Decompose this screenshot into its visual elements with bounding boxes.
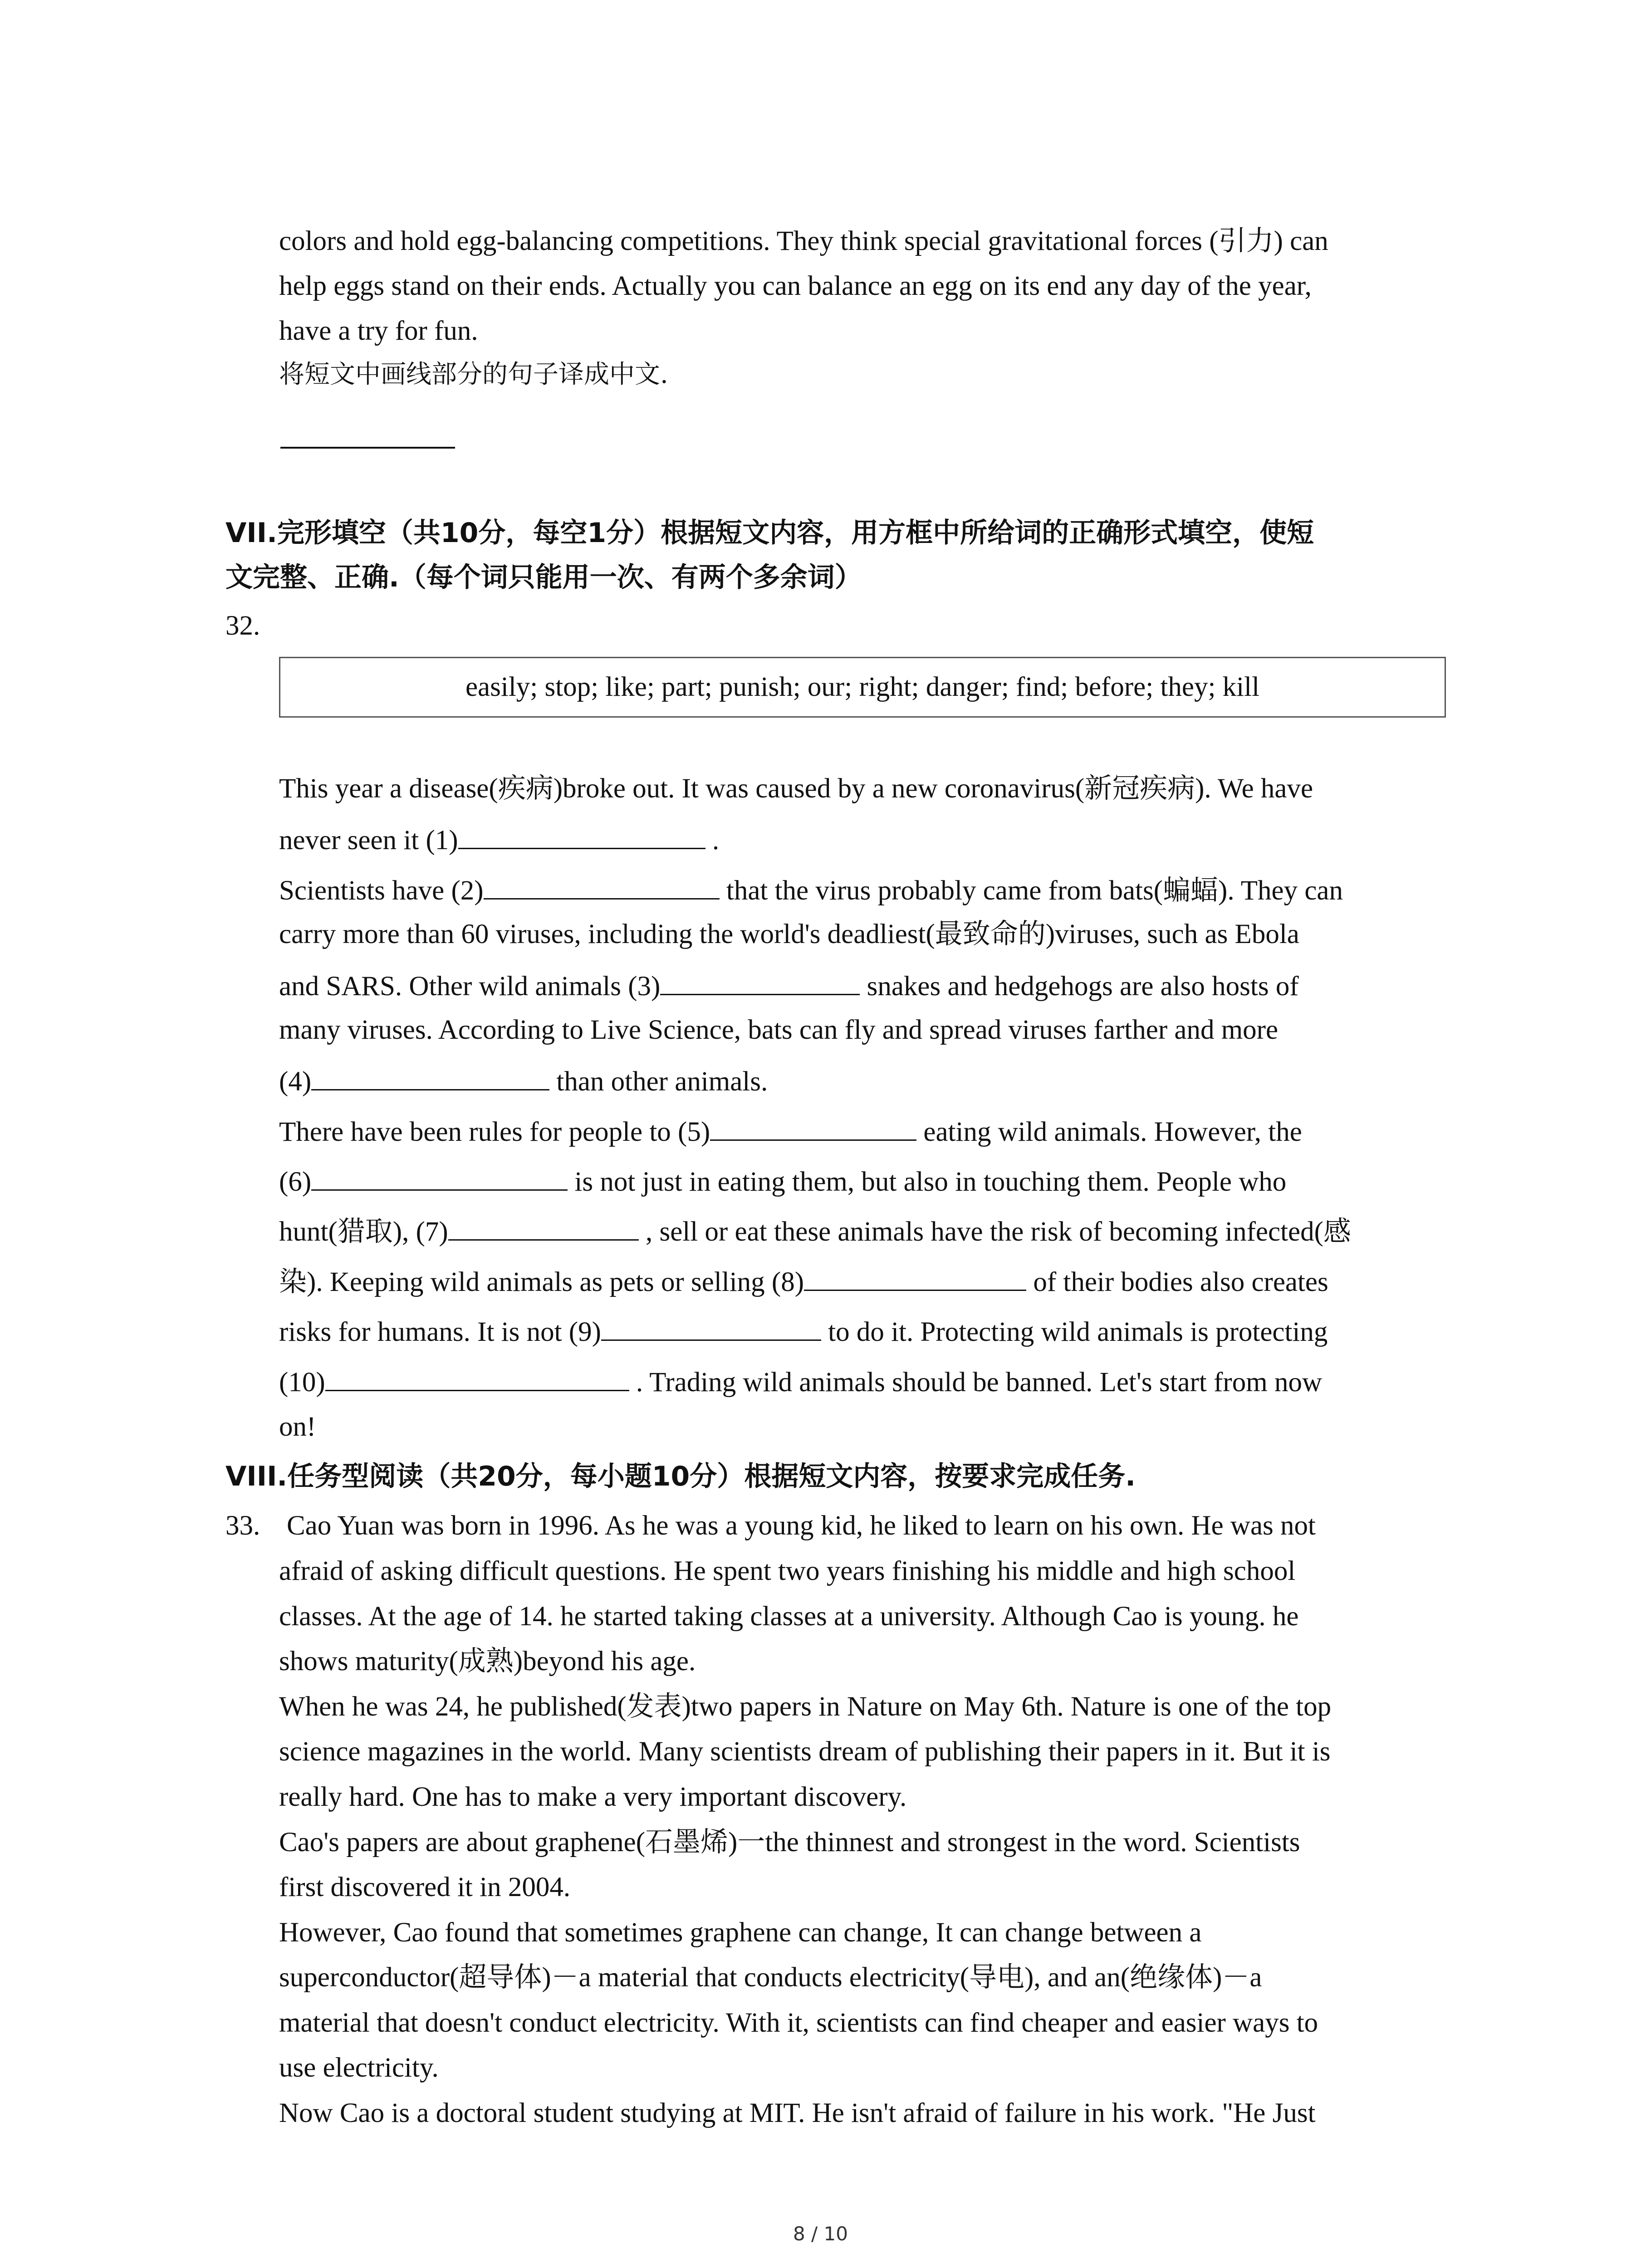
answer-blank-10[interactable]	[325, 1363, 629, 1391]
cloze-line: (4) than other animals.	[279, 1062, 768, 1100]
passage-line: material that doesn't conduct electricity. With it, scientists can find cheaper and easier ways to	[279, 2008, 1318, 2038]
answer-blank-2[interactable]	[484, 871, 720, 899]
passage-line: use electricity.	[279, 2053, 439, 2083]
cloze-line: and SARS. Other wild animals (3) snakes and hedgehogs are also hosts of	[279, 967, 1299, 1005]
answer-blank-9[interactable]	[601, 1312, 821, 1341]
passage-line: However, Cao found that sometimes graphene can change, It can change between a	[279, 1917, 1202, 1948]
cloze-line: 染). Keeping wild animals as pets or selling (8) of their bodies also creates	[279, 1262, 1328, 1300]
cloze-line: risks for humans. It is not (9) to do it. Protecting wild animals is protecting	[279, 1312, 1327, 1350]
answer-blank-8[interactable]	[804, 1262, 1026, 1291]
page-number: 8 / 10	[793, 2223, 848, 2245]
passage-line: classes. At the age of 14. he started taking classes at a university. Although Cao is young. he	[279, 1601, 1299, 1632]
passage-line: first discovered it in 2004.	[279, 1872, 571, 1902]
cloze-line: (10) . Trading wild animals should be banned. Let's start from now	[279, 1363, 1322, 1401]
passage-line: Cao's papers are about graphene(石墨烯)一the thinnest and strongest in the word. Scientists	[279, 1827, 1300, 1857]
passage-line: afraid of asking difficult questions. He spent two years finishing his middle and high school	[279, 1556, 1296, 1586]
question-number: 33.	[225, 1510, 260, 1541]
answer-blank-4[interactable]	[311, 1062, 549, 1090]
passage-line: superconductor(超导体)－a material that conducts electricity(导电), and an(绝缘体)－a	[279, 1962, 1262, 1993]
question-number: 32.	[225, 611, 260, 641]
cloze-line: (6) is not just in eating them, but also in touching them. People who	[279, 1162, 1286, 1200]
passage-line: Cao Yuan was born in 1996. As he was a young kid, he liked to learn on his own. He was not	[287, 1510, 1316, 1541]
cloze-line: This year a disease(疾病)broke out. It was caused by a new coronavirus(新冠疾病). We have	[279, 773, 1313, 804]
passage-line: colors and hold egg-balancing competitions. They think special gravitational forces (引力) can	[279, 226, 1328, 256]
cloze-line: on!	[279, 1412, 316, 1442]
cloze-line: carry more than 60 viruses, including the world's deadliest(最致命的)viruses, such as Ebola	[279, 919, 1299, 949]
cloze-line: Scientists have (2) that the virus probably came from bats(蝙蝠). They can	[279, 871, 1343, 909]
passage-line: have a try for fun.	[279, 316, 478, 346]
passage-line: really hard. One has to make a very important discovery.	[279, 1782, 907, 1812]
answer-blank-1[interactable]	[458, 821, 705, 849]
cloze-line: There have been rules for people to (5) eating wild animals. However, the	[279, 1112, 1302, 1150]
answer-blank-3[interactable]	[660, 967, 860, 995]
passage-line: shows maturity(成熟)beyond his age.	[279, 1646, 696, 1677]
cloze-line: never seen it (1) .	[279, 821, 719, 859]
word-bank-text: easily; stop; like; part; punish; our; right; danger; find; before; they; kill	[465, 672, 1260, 702]
section-8-heading: VIII.任务型阅读（共20分，每小题10分）根据短文内容，按要求完成任务.	[225, 1461, 1136, 1492]
passage-line: help eggs stand on their ends. Actually you can balance an egg on its end any day of the year,	[279, 271, 1312, 301]
passage-line: science magazines in the world. Many scientists dream of publishing their papers in it. But it is	[279, 1736, 1331, 1767]
instruction-line: 将短文中画线部分的句子译成中文.	[279, 360, 668, 389]
answer-blank-5[interactable]	[710, 1112, 916, 1141]
passage-line: When he was 24, he published(发表)two papers in Nature on May 6th. Nature is one of the top	[279, 1691, 1332, 1722]
cloze-line: hunt(猎取), (7) , sell or eat these animals have the risk of becoming infected(感	[279, 1212, 1351, 1250]
answer-blank-6[interactable]	[311, 1162, 568, 1191]
passage-line: Now Cao is a doctoral student studying at MIT. He isn't afraid of failure in his work. "He Just	[279, 2098, 1316, 2128]
section-7-heading-cont: 文完整、正确.（每个词只能用一次、有两个多余词）	[225, 562, 862, 593]
section-7-heading: VII.完形填空（共10分，每空1分）根据短文内容，用方框中所给词的正确形式填空，使短	[225, 517, 1314, 549]
answer-blank-7[interactable]	[448, 1212, 639, 1241]
answer-blank-line[interactable]	[280, 447, 455, 449]
cloze-line: many viruses. According to Live Science, bats can fly and spread viruses farther and more	[279, 1015, 1279, 1045]
word-bank-box	[279, 657, 1446, 718]
